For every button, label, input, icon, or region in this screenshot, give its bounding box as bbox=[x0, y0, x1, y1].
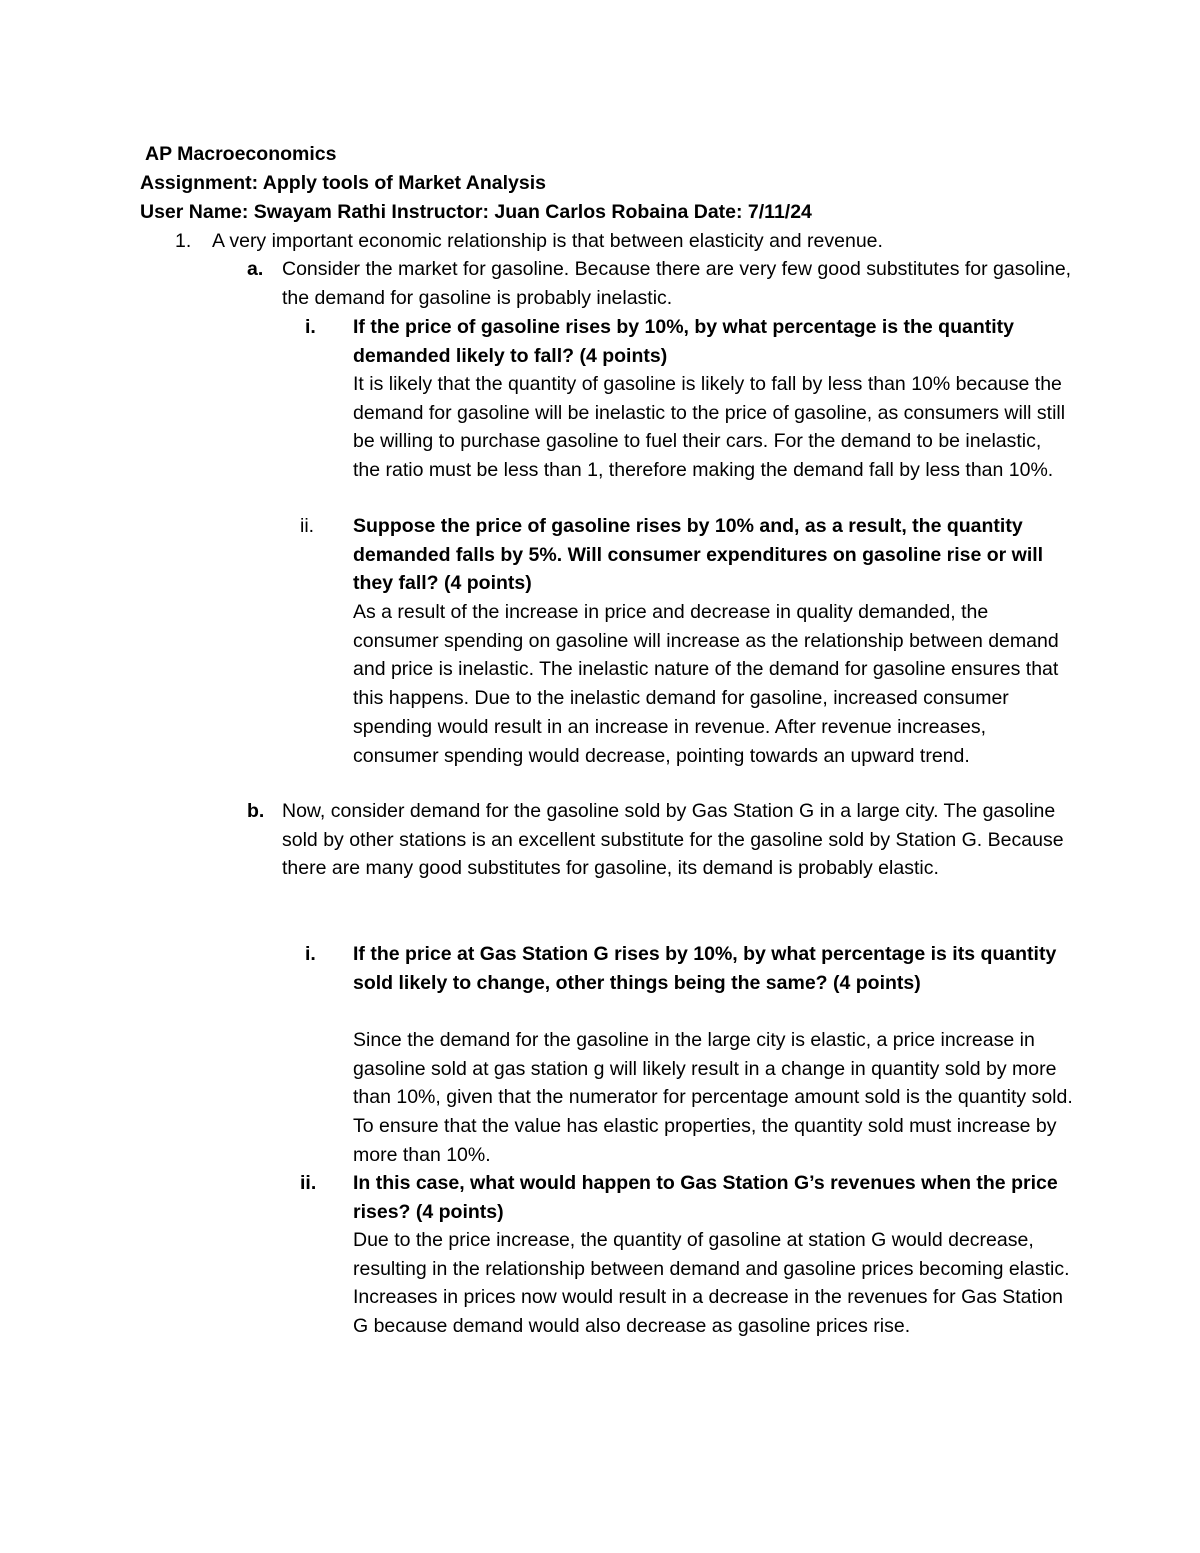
part-a-ii-question: Suppose the price of gasoline rises by 10% and, as a result, the quantity demanded falls by 5%. Will consumer expenditures on gasoline rise or will they fall? (4 points) bbox=[353, 515, 1044, 595]
part-b-marker: b. bbox=[247, 800, 265, 822]
part-b-ii-marker: ii. bbox=[300, 1172, 317, 1194]
part-a-i-marker: i. bbox=[305, 316, 316, 338]
part-a-ii-marker: ii. bbox=[300, 515, 315, 537]
part-b-i-answer: Since the demand for the gasoline in the large city is elastic, a price increase in gasoline sold at gas station g will likely result in a change in quantity sold by more than 10%, given that the numerator for percentage amount sold is the quantity sold. To ensure that the value has elastic properties, the quantity sold must increase by more than 10%. bbox=[353, 1029, 1073, 1166]
part-b-ii-question: In this case, what would happen to Gas Station G’s revenues when the price rises? (4 points) bbox=[353, 1172, 1058, 1223]
part-b-text: Now, consider demand for the gasoline sold by Gas Station G in a large city. The gasoline sold by other stations is an excellent substitute for the gasoline sold by Station G. Because there are many good substitutes for gasoline, its demand is probably elastic. bbox=[282, 800, 1064, 880]
part-b-ii-answer: Due to the price increase, the quantity of gasoline at station G would decrease, resulting in the relationship between demand and gasoline prices becoming elastic. Increases in prices now would result in a decrease in the revenues for Gas Station G because demand would also decrease as gasoline prices rise. bbox=[353, 1229, 1070, 1338]
question-1-text: A very important economic relationship is that between elasticity and revenue. bbox=[212, 230, 883, 252]
part-a-marker: a. bbox=[247, 258, 264, 280]
question-1-marker: 1. bbox=[175, 230, 192, 252]
part-a-text: Consider the market for gasoline. Because there are very few good substitutes for gasoline, the demand for gasoline is probably inelastic. bbox=[282, 258, 1072, 309]
part-b-i-marker: i. bbox=[305, 943, 316, 965]
course-title: AP Macroeconomics bbox=[145, 143, 337, 165]
part-a-ii-answer: As a result of the increase in price and decrease in quality demanded, the consumer spending on gasoline will increase as the relationship between demand and price is inelastic. The inelastic nature of the demand for gasoline ensures that this happens. Due to the inelastic demand for gasoline, increased consumer spending would result in an increase in revenue. After revenue increases, consumer spending would decrease, pointing towards an upward trend. bbox=[353, 601, 1059, 767]
part-b-i-question: If the price at Gas Station G rises by 10%, by what percentage is its quantity sold likely to change, other things being the same? (4 points) bbox=[353, 943, 1057, 994]
part-a-i-question: If the price of gasoline rises by 10%, by what percentage is the quantity demanded likely to fall? (4 points) bbox=[353, 316, 1015, 367]
assignment-title: Assignment: Apply tools of Market Analysis bbox=[140, 172, 546, 194]
part-a-i-answer: It is likely that the quantity of gasoline is likely to fall by less than 10% because the demand for gasoline will be inelastic to the price of gasoline, as consumers will still be willing to purchase gasoline to fuel their cars. For the demand to be inelastic, the ratio must be less than 1, therefore making the demand fall by less than 10%. bbox=[353, 373, 1066, 482]
user-info-line: User Name: Swayam Rathi Instructor: Juan Carlos Robaina Date: 7/11/24 bbox=[140, 201, 812, 223]
